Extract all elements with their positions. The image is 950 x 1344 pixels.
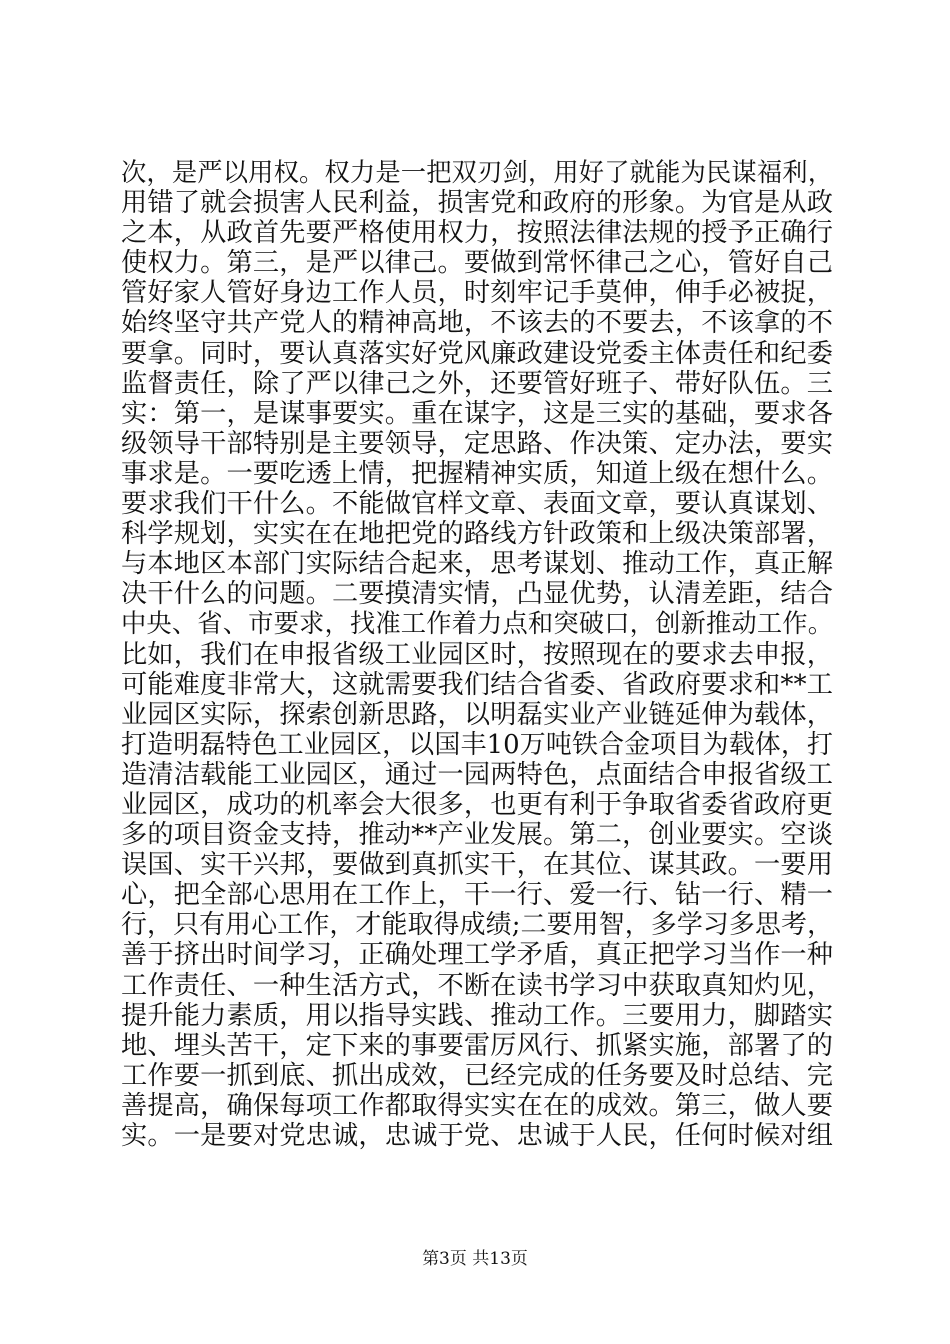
text-line: 误国、实干兴邦，要做到真抓实干，在其位、谋其政。一要用	[121, 850, 833, 881]
text-line: 事求是。一要吃透上情，把握精神实质，知道上级在想什么。	[121, 458, 833, 489]
text-line: 与本地区本部门实际结合起来，思考谋划、推动工作，真正解	[121, 549, 833, 580]
text-line: 工作要一抓到底、抓出成效，已经完成的任务要及时总结、完	[121, 1060, 833, 1091]
text-line: 用错了就会损害人民利益，损害党和政府的形象。为官是从政	[121, 188, 833, 219]
text-line: 中央、省、市要求，找准工作着力点和突破口，创新推动工作。	[121, 609, 833, 639]
text-line: 比如，我们在申报省级工业园区时，按照现在的要求去申报，	[121, 639, 833, 670]
text-line: 心，把全部心思用在工作上，干一行、爱一行、钻一行、精一	[121, 880, 833, 911]
page-number-footer: 第3页 共13页	[422, 1249, 528, 1269]
text-line: 业园区，成功的机率会大很多，也更有利于争取省委省政府更	[121, 789, 833, 820]
text-line: 工作责任、一种生活方式，不断在读书学习中获取真知灼见，	[121, 970, 833, 1001]
text-line: 监督责任，除了严以律己之外，还要管好班子、带好队伍。三	[121, 368, 833, 399]
text-line: 打造明磊特色工业园区，以国丰10万吨铁合金项目为载体，打	[121, 729, 833, 760]
text-line: 行，只有用心工作，才能取得成绩;二要用智，多学习多思考，	[121, 910, 833, 941]
text-line: 次，是严以用权。权力是一把双刃剑，用好了就能为民谋福利，	[121, 158, 833, 187]
text-line: 可能难度非常大，这就需要我们结合省委、省政府要求和**工	[121, 669, 833, 700]
text-line: 要拿。同时，要认真落实好党风廉政建设党委主体责任和纪委	[121, 338, 833, 369]
text-line: 要求我们干什么。不能做官样文章、表面文章，要认真谋划、	[121, 489, 833, 520]
text-line: 业园区实际，探索创新思路，以明磊实业产业链延伸为载体，	[121, 699, 833, 730]
text-line: 科学规划，实实在在地把党的路线方针政策和上级决策部署，	[121, 519, 833, 550]
text-line: 始终坚守共产党人的精神高地，不该去的不要去，不该拿的不	[121, 308, 833, 339]
text-line: 善提高，确保每项工作都取得实实在在的成效。第三，做人要	[121, 1090, 833, 1121]
text-line: 之本，从政首先要严格使用权力，按照法律法规的授予正确行	[121, 218, 833, 249]
body-text	[121, 158, 833, 1151]
text-line: 造清洁载能工业园区，通过一园两特色，点面结合申报省级工	[121, 759, 833, 790]
text-line: 级领导干部特别是主要领导，定思路、作决策、定办法，要实	[121, 428, 833, 459]
text-line: 决干什么的问题。二要摸清实情，凸显优势，认清差距，结合	[121, 579, 833, 610]
text-line: 地、埋头苦干，定下来的事要雷厉风行、抓紧实施，部署了的	[121, 1030, 833, 1061]
text-line: 多的项目资金支持，推动**产业发展。第二，创业要实。空谈	[121, 820, 833, 851]
text-line: 实：第一，是谋事要实。重在谋字，这是三实的基础，要求各	[121, 398, 833, 429]
text-line: 管好家人管好身边工作人员，时刻牢记手莫伸，伸手必被捉，	[121, 278, 833, 309]
text-line: 善于挤出时间学习，正确处理工学矛盾，真正把学习当作一种	[121, 940, 833, 971]
text-line: 使权力。第三，是严以律己。要做到常怀律己之心，管好自己	[121, 248, 833, 279]
text-line: 实。一是要对党忠诚，忠诚于党、忠诚于人民，任何时候对组	[121, 1121, 833, 1151]
text-line: 提升能力素质，用以指导实践、推动工作。三要用力，脚踏实	[121, 1000, 833, 1031]
